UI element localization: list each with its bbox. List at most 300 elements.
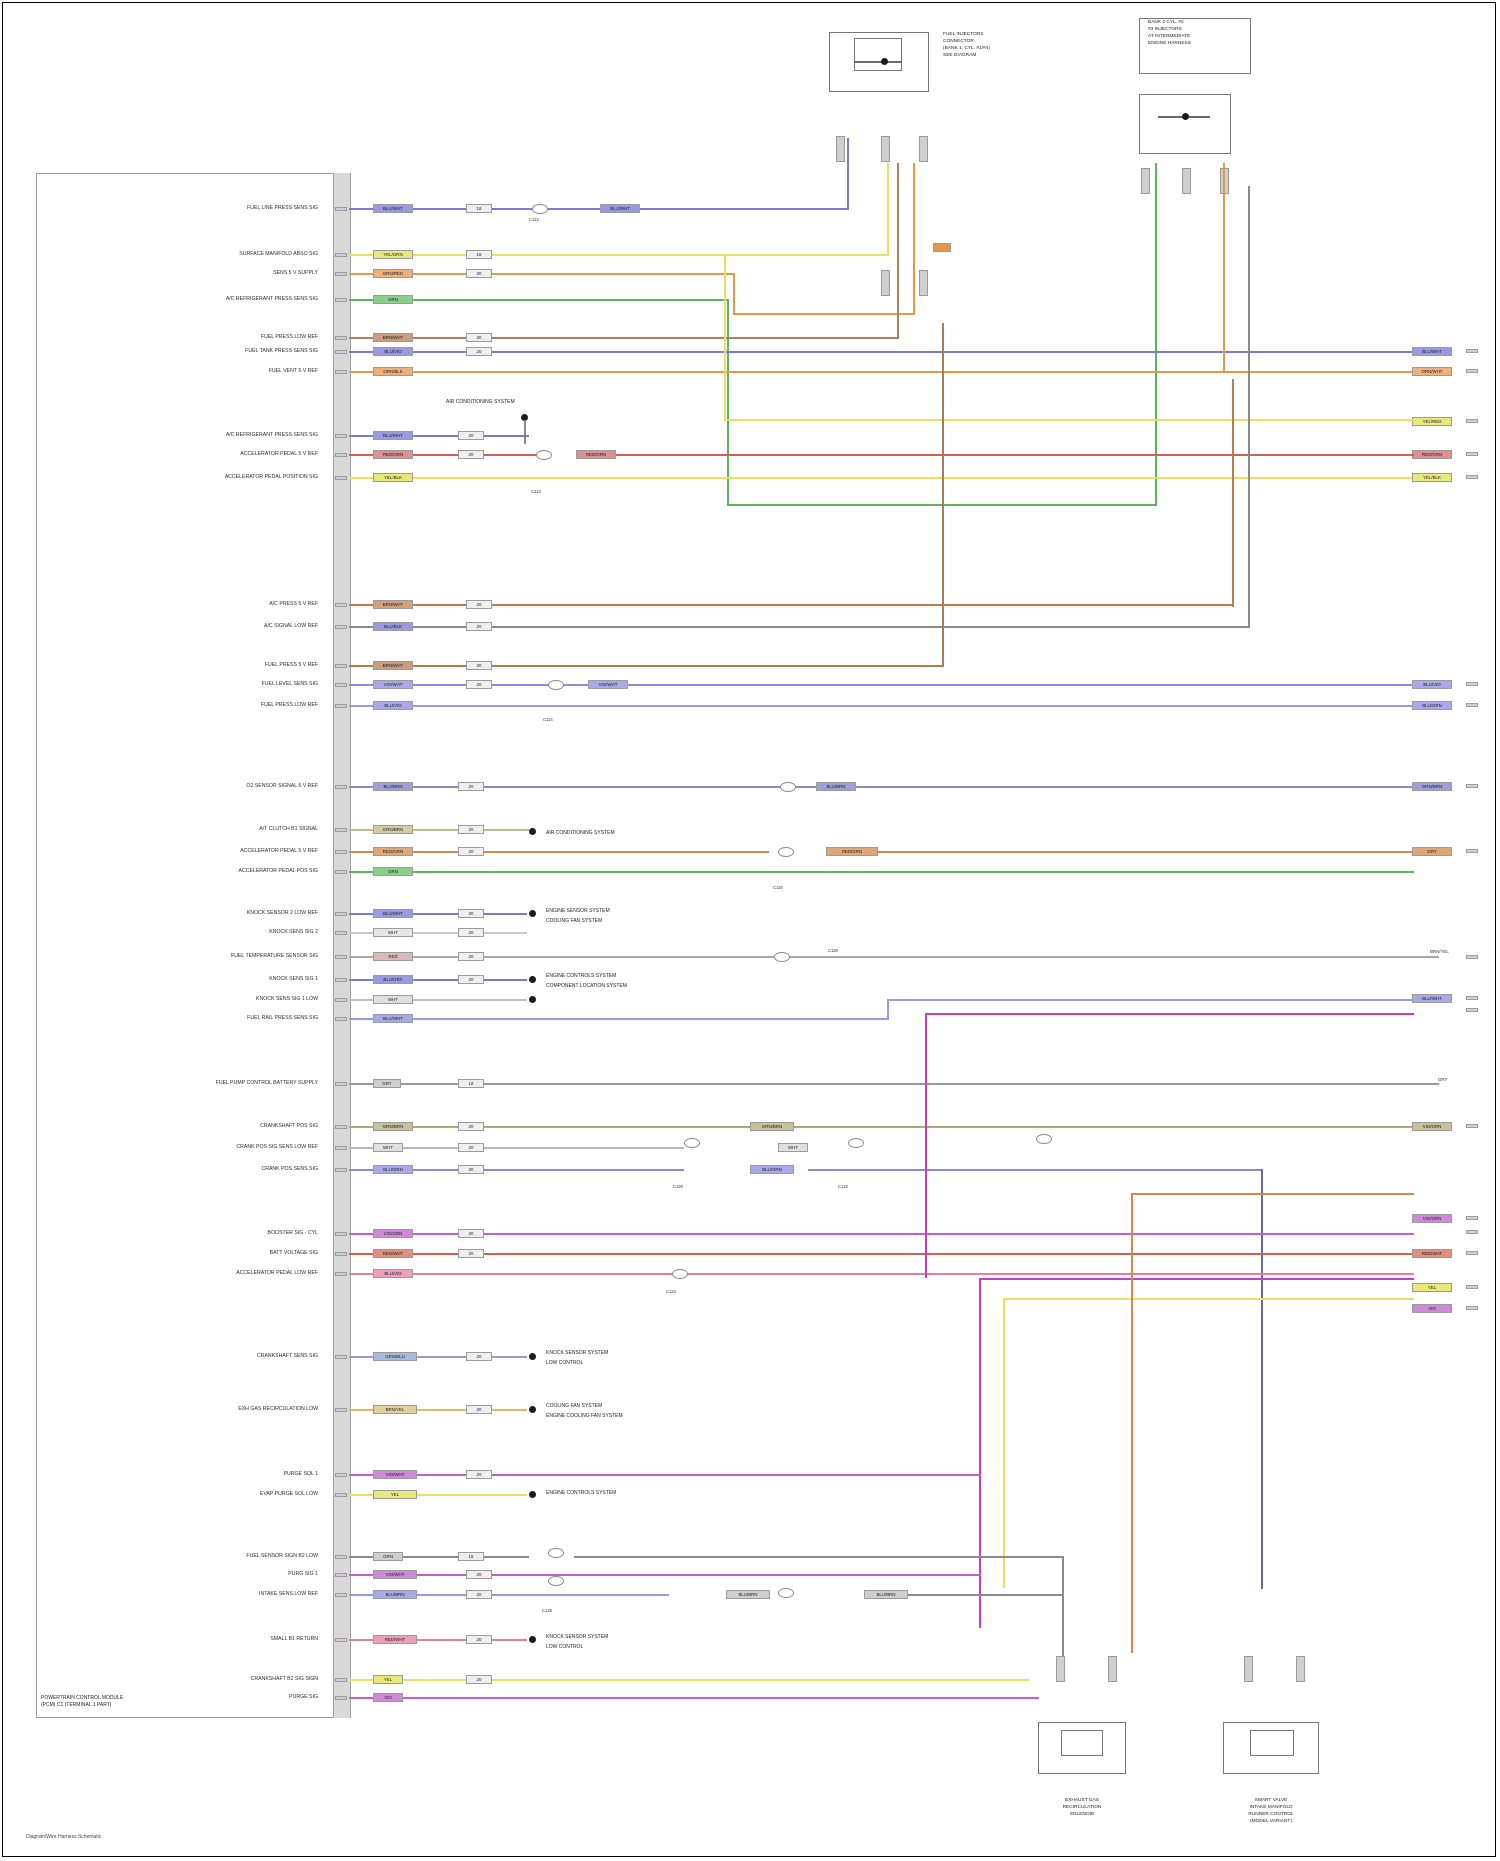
signal-label-36: FUEL SENSOR SIGN B2 LOW <box>246 1553 318 1559</box>
pin-11 <box>335 625 347 629</box>
signal-label-21: FUEL TEMPERATURE SENSOR SIG <box>231 953 318 959</box>
chip-color-37: VIO/WHT <box>373 1570 417 1579</box>
right-pin-15 <box>1466 1251 1478 1255</box>
chip-color-33: BRN/YEL <box>373 1405 417 1414</box>
chip-gauge-17: 20 <box>458 847 484 856</box>
chip-gauge-10: 20 <box>466 600 492 609</box>
chip-color-8: RED/GRN <box>373 450 413 459</box>
route-orange-h <box>1131 1193 1414 1195</box>
wire-right-2 <box>724 419 1414 421</box>
bank2-label-line1: BANK 2 CYL. #2 <box>1148 20 1184 25</box>
right-chip-1: ORN/WHT <box>1412 367 1452 376</box>
chip-color-11: BLU/BLK <box>373 622 413 631</box>
signal-label-6: FUEL VENT 5 V REF <box>268 368 318 374</box>
injector-top-wire <box>854 61 902 63</box>
wire-38b <box>908 1594 1063 1596</box>
signal-label-18: ACCELERATOR PEDAL POS SIG <box>238 868 318 874</box>
pin-19 <box>335 912 347 916</box>
egr-label-1: EXHAUST GAS <box>1064 1798 1100 1803</box>
fuel-injector-label-line3: (BANK 1, CYL. #1/#4) <box>943 46 990 51</box>
wire-36-v <box>1062 1556 1064 1666</box>
chip-color-6: ORN/BLK <box>373 367 413 376</box>
connector-label-4: C116 <box>773 885 783 890</box>
signal-label-14: FUEL PRESS LOW REF <box>260 702 318 708</box>
signal-label-35: EVAP PURGE SOL LOW <box>259 1491 318 1497</box>
chip-gauge-30: 20 <box>458 1249 484 1258</box>
signal-label-25: FUEL PUMP CONTROL BATTERY SUPPLY <box>215 1080 318 1086</box>
injector-splice-dot <box>881 58 888 65</box>
connector-5 <box>774 952 790 962</box>
bank2-injector-box2 <box>1139 94 1231 154</box>
right-chip-5: BLU/VIO <box>1412 680 1452 689</box>
wire-14 <box>349 705 1414 707</box>
egr-label-2: RECIRCULATION <box>1062 1805 1102 1810</box>
signal-label-33: EXH GAS RECIRCULATION LOW <box>238 1406 318 1412</box>
chip-color-30: RED/WHT <box>373 1249 413 1258</box>
injector-cavity-5 <box>836 136 845 162</box>
right-pin-1 <box>1466 369 1478 373</box>
route-magenta-v <box>925 1013 927 1278</box>
chip-color-32: GRN/BLU <box>373 1352 417 1361</box>
wire-4 <box>349 337 899 339</box>
splice-dot-1 <box>529 828 536 835</box>
pin-29 <box>335 1232 347 1236</box>
signal-label-37: PURG SIG 1 <box>288 1571 318 1577</box>
chip-color-23: WHT <box>373 995 413 1004</box>
chip-gauge-1: 18 <box>466 250 492 259</box>
chip-color-0: BLU/WHT <box>373 204 413 213</box>
injector-cavity-2 <box>881 270 890 296</box>
pin-8 <box>335 453 347 457</box>
chip-color-27: WHT <box>373 1143 403 1152</box>
chip-gauge-21: 20 <box>458 952 484 961</box>
chip-color-18: GRN <box>373 867 413 876</box>
right-chip-7: GRN/BRN <box>1412 782 1452 791</box>
connector-6 <box>684 1138 700 1148</box>
right-pin-17 <box>1466 1306 1478 1310</box>
pin-14 <box>335 704 347 708</box>
pin-0 <box>335 207 347 211</box>
wire-34 <box>349 1474 981 1476</box>
wire-25 <box>349 1083 1439 1085</box>
inline-label-6: COMPONENT LOCATION SYSTEM <box>546 983 627 989</box>
signal-label-15: O2 SENSOR SIGNAL 5 V REF <box>246 783 318 789</box>
connector-label-11: C126 <box>542 1608 553 1613</box>
right-pin-4 <box>1466 475 1478 479</box>
pin-22 <box>335 978 347 982</box>
signal-label-29: BOOSTER SIG - CYL <box>267 1230 318 1236</box>
chip-color-35: YEL <box>373 1490 417 1499</box>
signal-label-17: ACCELERATOR PEDAL 5 V REF <box>240 848 318 854</box>
pin-9 <box>335 476 347 480</box>
signal-label-38: INTAKE SENS LOW REF <box>259 1591 318 1597</box>
signal-label-31: ACCELERATOR PEDAL LOW REF <box>236 1270 318 1276</box>
right-pin-7 <box>1466 784 1478 788</box>
pin-33 <box>335 1408 347 1412</box>
right-label-1: GRY <box>1438 1077 1448 1082</box>
splice-stub-0 <box>524 420 526 444</box>
chip-color-20: WHT <box>373 928 413 937</box>
route-magenta-h <box>925 1013 1414 1015</box>
inline-label-4: COOLING FAN SYSTEM <box>546 918 603 924</box>
pin-16 <box>335 828 347 832</box>
route-orange-v <box>1131 1193 1133 1653</box>
right-chip-8: GRY <box>1412 847 1452 856</box>
pin-35 <box>335 1493 347 1497</box>
chip-gauge-16: 20 <box>458 825 484 834</box>
right-chip-12: VIO/GRN <box>1412 1214 1452 1223</box>
signal-label-19: KNOCK SENSOR 2 LOW REF <box>246 910 318 916</box>
pin-12 <box>335 664 347 668</box>
chip-color-21: RED <box>373 952 413 961</box>
connector-label-2: C114 <box>543 717 553 722</box>
egr-solenoid-inner <box>1061 1730 1103 1756</box>
signal-label-24: FUEL RAIL PRESS SENS SIG <box>247 1015 318 1021</box>
right-pin-2 <box>1466 419 1478 423</box>
connector-7 <box>848 1138 864 1148</box>
wire-24 <box>349 1018 889 1020</box>
wire-30 <box>349 1253 1414 1255</box>
wire-8b <box>616 454 726 456</box>
chip-gauge-36: 18 <box>458 1552 484 1561</box>
inline-label-12: KNOCK SENSOR SYSTEM <box>546 1634 609 1640</box>
chip-color-4: BRN/WHT <box>373 333 413 342</box>
pin-6 <box>335 370 347 374</box>
chip-color-16: GRN/BRN <box>373 825 413 834</box>
pin-10 <box>335 603 347 607</box>
wire-9 <box>349 477 1414 479</box>
pin-20 <box>335 931 347 935</box>
chip-color-24: BLU/WHT <box>373 1014 413 1023</box>
wire-3-v <box>727 299 729 504</box>
wire-6 <box>349 371 1439 373</box>
injector-cavity-4 <box>919 270 928 296</box>
injector-wire-chip <box>933 243 951 252</box>
inline-label-13: LOW CONTROL <box>546 1644 584 1650</box>
chip-color-28: BLU/GRN <box>373 1165 413 1174</box>
right-chip-14: YEL <box>1412 1283 1452 1292</box>
chip-mid-38: BLU/BRN <box>726 1590 770 1599</box>
connector-9 <box>672 1269 688 1279</box>
bank2-label-line2: #3 INJECTORS <box>1148 27 1182 32</box>
wire-41 <box>349 1697 1039 1699</box>
wire-2-b <box>733 313 913 315</box>
pin-41 <box>335 1696 347 1700</box>
right-chip-2: YEL/RED <box>1412 417 1452 426</box>
chip-color-34: VIO/WHT <box>373 1470 417 1479</box>
right-pin-10 <box>1466 996 1478 1000</box>
chip-gauge-20: 20 <box>458 928 484 937</box>
smart-valve-label-2: INTAKE MANIFOLD <box>1249 1805 1293 1810</box>
pin-2 <box>335 272 347 276</box>
fuel-injector-label-line4: SEE DIAGRAM <box>943 53 977 58</box>
chip-gauge-8: 20 <box>458 450 484 459</box>
fuel-injector-label-line1: FUEL INJECTORS <box>943 32 984 37</box>
right-chip-10: BLU/WHT <box>1412 994 1452 1003</box>
wire-1 <box>349 254 889 256</box>
inline-label-0: AIR CONDITIONING SYSTEM <box>446 399 515 405</box>
smart-valve-label-4: (MODEL VARIANT) <box>1250 1819 1292 1824</box>
chip-color-38: BLU/BRN <box>373 1590 417 1599</box>
connector-2 <box>548 680 564 690</box>
signal-label-16: A/T CLUTCH B1 SIGNAL <box>259 826 318 832</box>
wire-0 <box>349 208 849 210</box>
chip-color-29: VIO/GRN <box>373 1229 413 1238</box>
route-magenta-h2 <box>979 1278 1414 1280</box>
smart-valve-cavity-1 <box>1244 1656 1253 1682</box>
wire-2-c <box>913 163 915 315</box>
connector-3 <box>780 782 796 792</box>
right-chip-4: YEL/BLK <box>1412 473 1452 482</box>
signal-label-8: ACCELERATOR PEDAL 5 V REF <box>240 451 318 457</box>
inline-label-11: ENGINE CONTROLS SYSTEM <box>546 1490 617 1496</box>
right-pin-6 <box>1466 703 1478 707</box>
chip-color-14: BLU/VIO <box>373 701 413 710</box>
chip-color-13b: VIO/WHT <box>588 680 628 689</box>
signal-label-1: SURFACE MANIFOLD ABSO SIG <box>239 251 318 257</box>
wire-4-v <box>897 163 899 339</box>
chip-color-10: BRN/WHT <box>373 600 413 609</box>
right-pin-8 <box>1466 849 1478 853</box>
egr-cavity-1 <box>1056 1656 1065 1682</box>
chip-gauge-2: 20 <box>466 269 492 278</box>
inline-label-1: AIR CONDITIONING SYSTEM <box>546 830 615 836</box>
pin-24 <box>335 1017 347 1021</box>
bank2-label-line4: ENGINE HARNESS <box>1148 41 1191 46</box>
signal-label-9: ACCELERATOR PEDAL POSITION SIG <box>224 474 318 480</box>
wire-31 <box>349 1273 1414 1275</box>
inline-label-10: ENGINE COOLING FAN SYSTEM <box>546 1413 623 1419</box>
right-chip-0: BLU/WHT <box>1412 347 1452 356</box>
chip-gauge-32: 20 <box>466 1352 492 1361</box>
signal-label-28: CRANK POS SENS SIG <box>261 1166 318 1172</box>
connector-label-5: C118 <box>828 948 838 953</box>
chip-color-26: GRN/BRN <box>373 1122 413 1131</box>
chip-gauge-4: 20 <box>466 333 492 342</box>
smart-valve-label-3: RUNNER CONTROL <box>1248 1812 1294 1817</box>
chip-gauge-0: 18 <box>466 204 492 213</box>
injector-cavity-3 <box>919 136 928 162</box>
connector-label-8: C120 <box>673 1184 684 1189</box>
splice-dot-4 <box>529 996 536 1003</box>
chip-mid-27: WHT <box>778 1143 808 1152</box>
signal-label-4: FUEL PRESS LOW REF <box>260 334 318 340</box>
pin-21 <box>335 955 347 959</box>
splice-dot-5 <box>529 1353 536 1360</box>
chip-mid-28: BLU/GRN <box>750 1165 794 1174</box>
signal-label-34: PURGE SOL 1 <box>283 1471 318 1477</box>
connector-10 <box>548 1548 564 1558</box>
pin-1 <box>335 253 347 257</box>
smart-valve-label-1: SMART VALVE <box>1254 1798 1288 1803</box>
chip-gauge-38: 20 <box>466 1590 492 1599</box>
wire-12-v <box>942 323 944 667</box>
pcm-module-subtitle: (PCM) C1 (TERMINAL 1 PART) <box>41 1702 112 1708</box>
signal-label-3: A/C REFRIGERANT PRESS SENS SIG <box>225 296 318 302</box>
bank2-cavity-1 <box>1141 168 1150 194</box>
diagram-sheet <box>8 8 1490 1851</box>
pin-3 <box>335 298 347 302</box>
connector-8 <box>1036 1134 1052 1144</box>
bank2-splice-dot <box>1182 113 1189 120</box>
right-pin-9 <box>1466 955 1478 959</box>
right-label-0: BRN/YEL <box>1430 949 1449 954</box>
chip-gauge-33: 20 <box>466 1405 492 1414</box>
chip-mid-26: GRN/BRN <box>750 1122 794 1131</box>
chip-gauge-29: 20 <box>458 1229 484 1238</box>
pin-15 <box>335 785 347 789</box>
chip-color-36: GRN <box>373 1552 403 1561</box>
inline-label-7: KNOCK SENSOR SYSTEM <box>546 1350 609 1356</box>
wire-17b <box>878 851 1414 853</box>
chip-color-9: YEL/BLK <box>373 473 413 482</box>
pin-17 <box>335 850 347 854</box>
fuel-injector-label-line2: CONNECTOR <box>943 39 974 44</box>
right-chip-15: VIO <box>1412 1304 1452 1313</box>
chip-gauge-22: 20 <box>458 975 484 984</box>
pin-37 <box>335 1573 347 1577</box>
pcm-pin-strip <box>333 173 351 1718</box>
chip-color-12: BRN/WHT <box>373 661 413 670</box>
chip-gauge-7: 20 <box>458 431 484 440</box>
signal-label-26: CRANKSHAFT POS SIG <box>260 1123 318 1129</box>
splice-dot-8 <box>529 1636 536 1643</box>
pin-18 <box>335 870 347 874</box>
smart-valve-cavity-2 <box>1296 1656 1305 1682</box>
signal-label-23: KNOCK SENS SIG 1 LOW <box>256 996 318 1002</box>
wire-24-v <box>887 999 889 1020</box>
chip-color-17b: RED/GRN <box>826 847 878 856</box>
signal-label-40: CRANKSHAFT B2 SIG SIGN <box>250 1676 318 1682</box>
right-pin-0 <box>1466 349 1478 353</box>
chip-gauge-5: 20 <box>466 347 492 356</box>
inline-label-3: ENGINE SENSOR SYSTEM <box>546 908 610 914</box>
injector-cavity-1 <box>881 136 890 162</box>
connector-12 <box>778 1588 794 1598</box>
pin-38 <box>335 1593 347 1597</box>
right-pin-5 <box>1466 682 1478 686</box>
signal-label-39: SMALL B1 RETURN <box>270 1636 318 1642</box>
bank2-label-line3: AT INTERMEDIATE <box>1148 34 1191 39</box>
route-yellow-h <box>1003 1298 1414 1300</box>
smart-valve-inner <box>1250 1730 1294 1756</box>
splice-dot-2 <box>529 910 536 917</box>
pin-27 <box>335 1146 347 1150</box>
chip-color-19: BLU/WHT <box>373 909 413 918</box>
wire-37 <box>349 1574 981 1576</box>
chip-color-39: RED/WHT <box>373 1635 417 1644</box>
signal-label-41: PURGE SIG <box>289 1694 318 1700</box>
chip-color-2: ORN/RED <box>373 269 413 278</box>
wire-0-v <box>847 138 849 210</box>
wire-right-3 <box>726 454 1414 456</box>
right-chip-11: VIO/GRN <box>1412 1122 1452 1131</box>
chip-gauge-40: 20 <box>466 1675 492 1684</box>
signal-label-32: CRANKSHAFT SENS SIG <box>256 1353 318 1359</box>
splice-dot-3 <box>529 976 536 983</box>
connector-label-9: C122 <box>838 1184 849 1189</box>
route-yellow-v <box>1003 1298 1005 1588</box>
chip-color-7: BLU/WHT <box>373 431 413 440</box>
egr-cavity-2 <box>1108 1656 1117 1682</box>
chip-gauge-34: 20 <box>466 1470 492 1479</box>
chip-gauge-11: 20 <box>466 622 492 631</box>
signal-label-10: A/C PRESS 5 V REF <box>269 601 318 607</box>
wire-6-v <box>1223 163 1225 373</box>
chip-color-1: YEL/GRN <box>373 250 413 259</box>
wire-11-v <box>1248 186 1250 628</box>
fuel-injector-inner-box <box>854 38 902 71</box>
wire-28b <box>808 1169 1263 1171</box>
pin-28 <box>335 1168 347 1172</box>
chip-gauge-37: 20 <box>466 1570 492 1579</box>
connector-4 <box>778 847 794 857</box>
pin-39 <box>335 1638 347 1642</box>
connector-label-10: C124 <box>666 1289 677 1294</box>
chip-color-5: BLU/VIO <box>373 347 413 356</box>
connector-1 <box>536 450 552 460</box>
signal-label-27: CRANK POS SIG SENS LOW REF <box>236 1144 318 1150</box>
pin-30 <box>335 1252 347 1256</box>
wire-5 <box>349 351 1439 353</box>
splice-dot-7 <box>529 1491 536 1498</box>
wire-21 <box>349 956 1439 958</box>
wire-36b <box>574 1556 1064 1558</box>
chip-color-15: BLU/BRN <box>373 782 413 791</box>
right-pin-12 <box>1466 1124 1478 1128</box>
connector-label-0: C112 <box>529 217 539 222</box>
inline-label-9: COOLING FAN SYSTEM <box>546 1403 603 1409</box>
chip-color-0b: BLU/WHT <box>600 204 640 213</box>
right-chip-13: RED/WHT <box>1412 1249 1452 1258</box>
pin-4 <box>335 336 347 340</box>
chip-color-41: VIO <box>373 1693 403 1702</box>
signal-label-7: A/C REFRIGERANT PRESS SENS SIG <box>225 432 318 438</box>
pin-23 <box>335 998 347 1002</box>
right-pin-11 <box>1466 1008 1478 1012</box>
footer-note: Diagram/Wire Harness Schematic <box>26 1834 102 1840</box>
pin-5 <box>335 350 347 354</box>
pcm-module-name: POWERTRAIN CONTROL MODULE <box>41 1695 124 1701</box>
wire-2-v <box>733 273 735 313</box>
signal-label-22: KNOCK SENS SIG 1 <box>269 976 318 982</box>
chip-gauge-27: 20 <box>458 1143 484 1152</box>
chip-gauge-19: 20 <box>458 909 484 918</box>
wire-18 <box>349 871 1414 873</box>
chip-gauge-15: 20 <box>458 782 484 791</box>
chip-gauge-39: 20 <box>466 1635 492 1644</box>
pin-40 <box>335 1678 347 1682</box>
chip-color-31: BLU/VIO <box>373 1269 413 1278</box>
pin-32 <box>335 1355 347 1359</box>
signal-label-11: A/C SIGNAL LOW REF <box>264 623 318 629</box>
right-pin-14 <box>1466 1230 1478 1234</box>
pcm-module-box <box>36 173 346 1718</box>
bank2-cavity-2 <box>1182 168 1191 194</box>
signal-label-0: FUEL LINE PRESS SENS SIG <box>246 205 318 211</box>
signal-label-30: BATT VOLTAGE SIG <box>269 1250 318 1256</box>
chip-color-3: GRN <box>373 295 413 304</box>
wire-40 <box>349 1679 1029 1681</box>
wire-10-v <box>1232 379 1234 607</box>
right-chip-3: RED/GRN <box>1412 450 1452 459</box>
egr-label-3: SOLENOID <box>1069 1812 1095 1817</box>
pin-25 <box>335 1082 347 1086</box>
signal-label-5: FUEL TANK PRESS SENS SIG <box>245 348 318 354</box>
wire-24-b <box>887 999 1414 1001</box>
wire-15 <box>349 786 1414 788</box>
inline-label-8: LOW CONTROL <box>546 1360 584 1366</box>
